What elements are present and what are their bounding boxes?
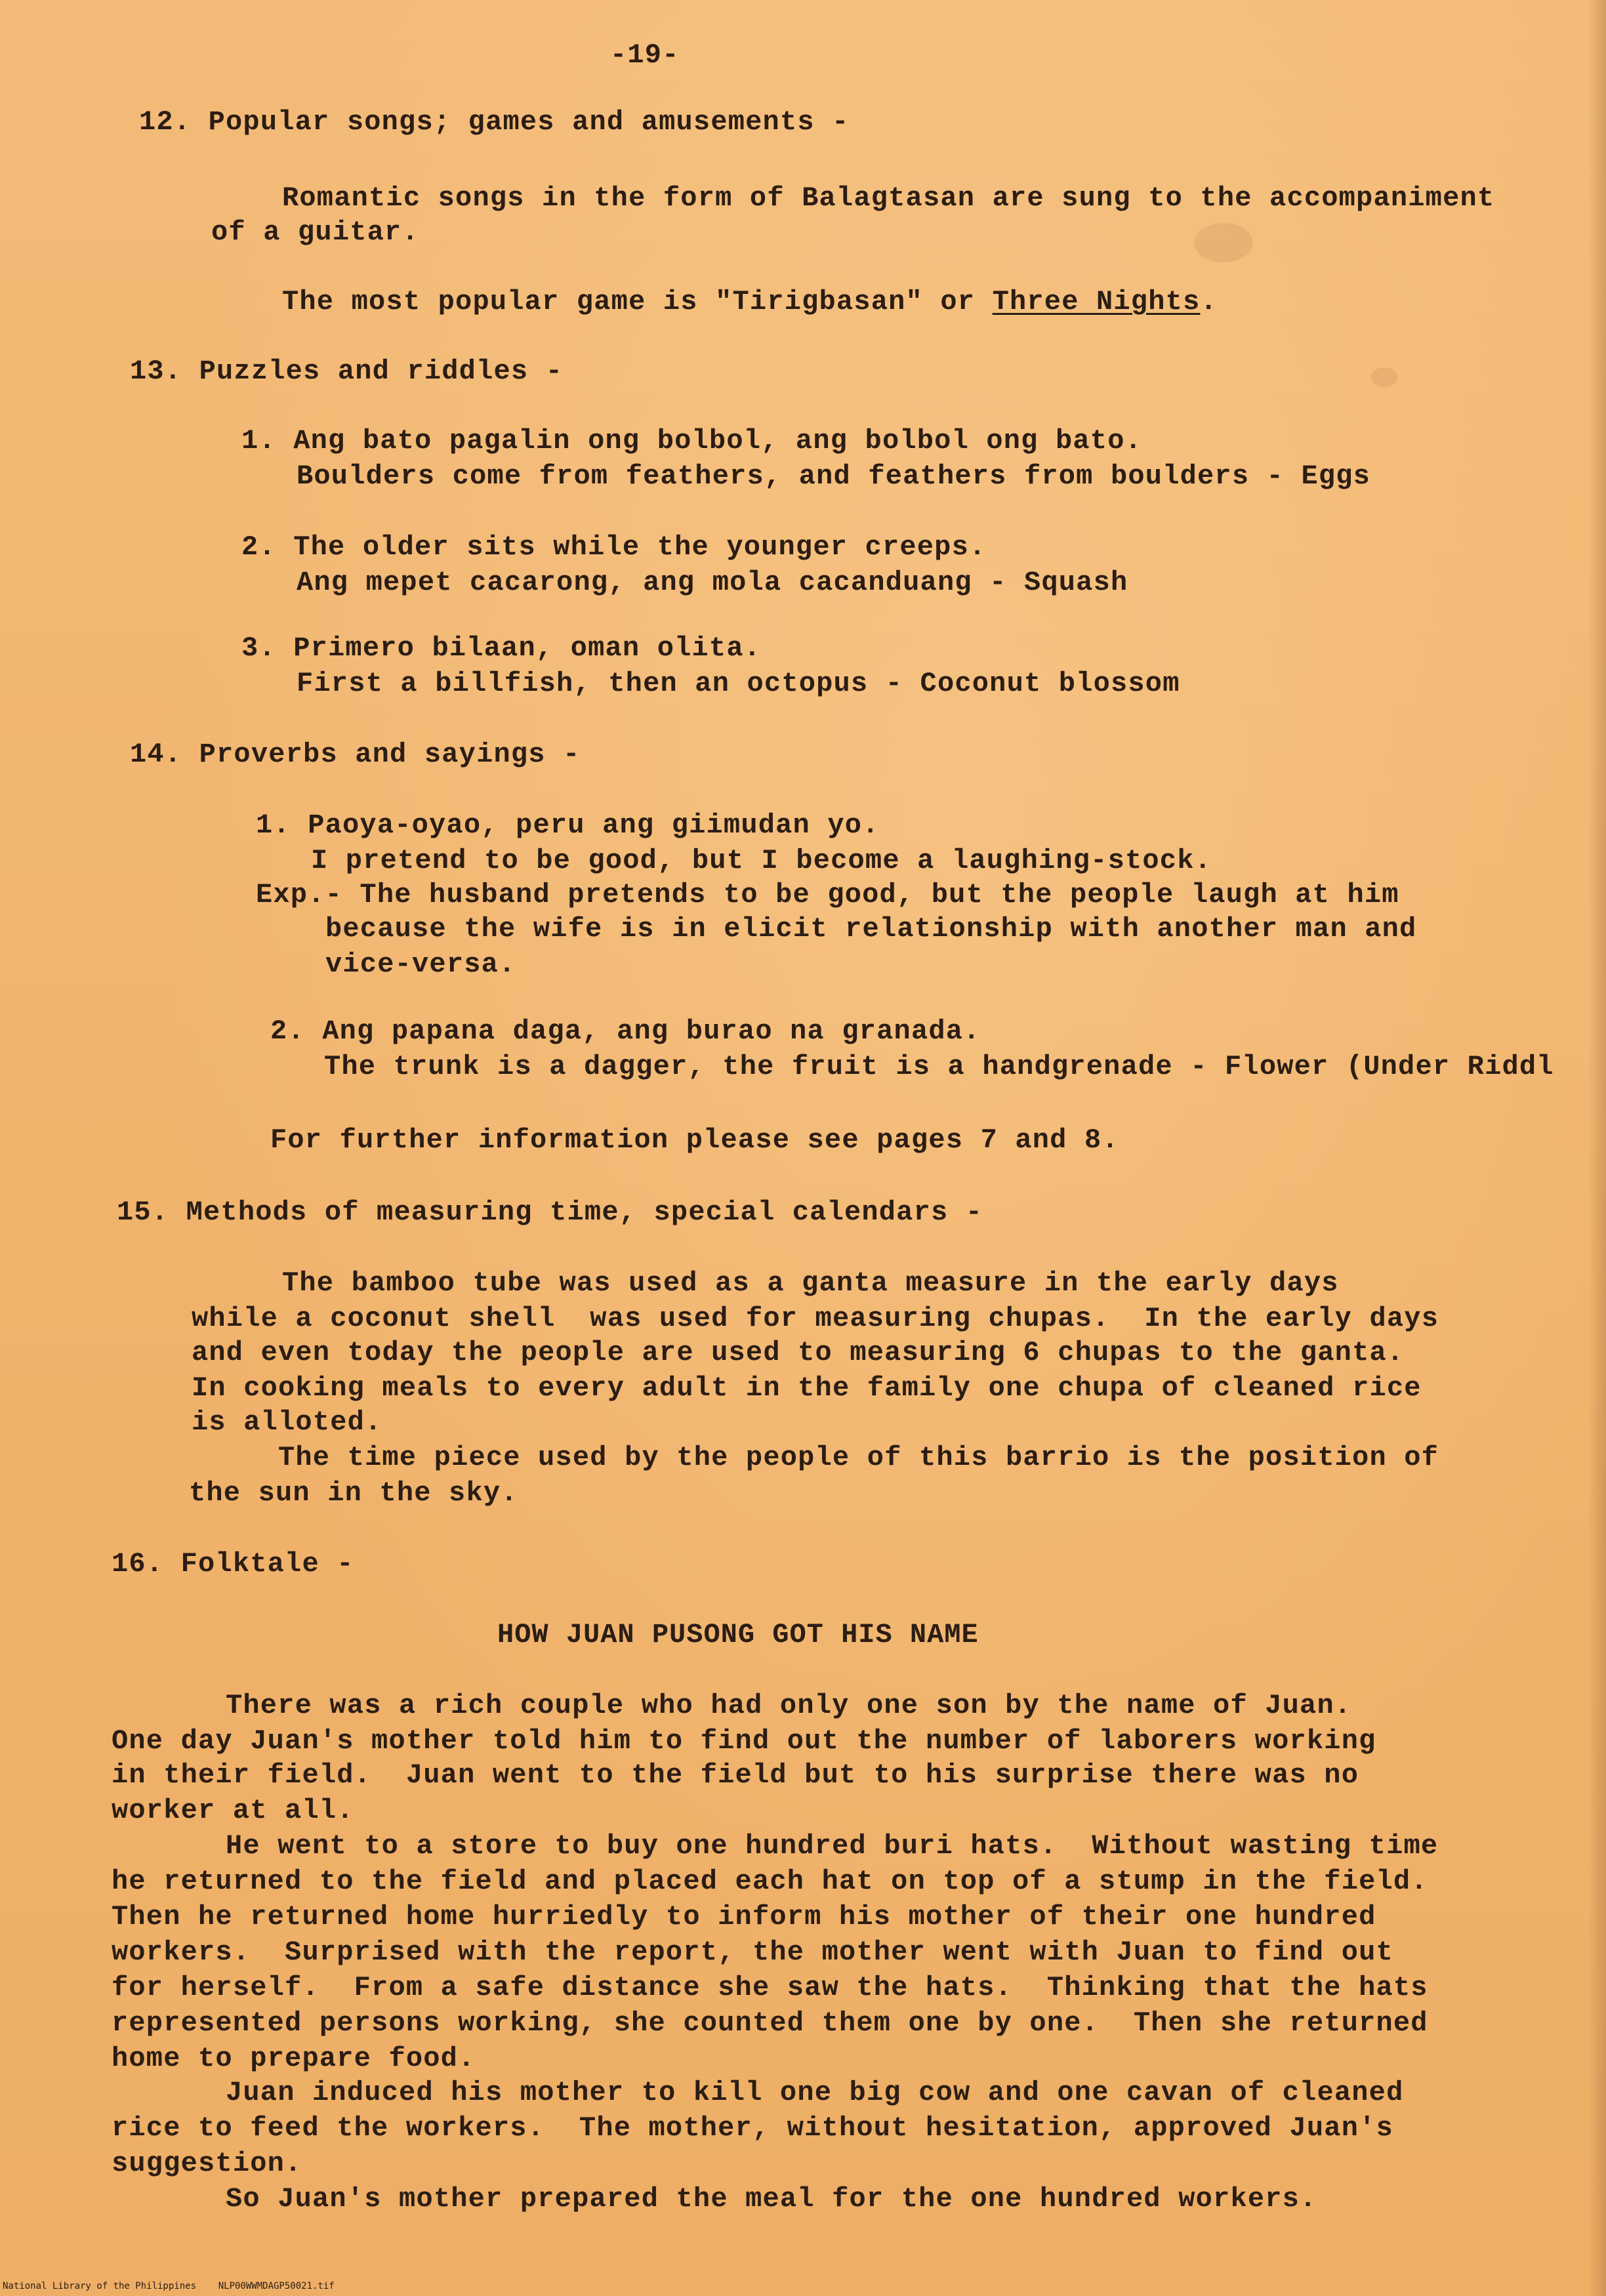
section-16-heading: 16. Folktale - xyxy=(112,1548,354,1580)
story-line: So Juan's mother prepared the meal for the one hundred workers. xyxy=(226,2183,1317,2215)
section-12-game-line xyxy=(282,285,1218,319)
story-line: rice to feed the workers. The mother, without hesitation, approved Juan's xyxy=(112,2112,1393,2144)
story-title: HOW JUAN PUSONG GOT HIS NAME xyxy=(497,1619,979,1650)
paper-edge-shadow xyxy=(1588,0,1606,2296)
story-line: worker at all. xyxy=(112,1795,354,1826)
proverb-1-explanation: because the wife is in elicit relationship with another man and xyxy=(325,913,1417,945)
section-15-line: the sun in the sky. xyxy=(189,1477,518,1509)
section-15-line: and even today the people are used to measuring 6 chupas to the ganta. xyxy=(192,1337,1405,1368)
section-12-paragraph-line: Romantic songs in the form of Balagtasan are sung to the accompaniment xyxy=(282,182,1495,214)
proverb-1-explanation: vice-versa. xyxy=(325,949,516,980)
section-12-paragraph-line: of a guitar. xyxy=(211,216,419,248)
proverb-1-line: 1. Paoya-oyao, peru ang giimudan yo. xyxy=(256,810,880,841)
proverb-2-line: 2. Ang papana daga, ang burao na granada. xyxy=(270,1015,981,1047)
section-15-line: is alloted. xyxy=(192,1406,382,1438)
story-line: Then he returned home hurriedly to inform his mother of their one hundred xyxy=(112,1901,1376,1933)
game-text: The most popular game is "Tirigbasan" or xyxy=(282,286,993,318)
story-line: One day Juan's mother told him to find out the number of laborers working xyxy=(112,1725,1376,1757)
page-number: -19- xyxy=(610,39,680,71)
proverb-1-translation: I pretend to be good, but I become a laughing-stock. xyxy=(311,845,1212,876)
story-line: He went to a store to buy one hundred buri hats. Without wasting time xyxy=(226,1830,1439,1862)
paper-stain xyxy=(1194,223,1253,262)
game-text-end: . xyxy=(1200,286,1218,318)
story-line: There was a rich couple who had only one son by the name of Juan. xyxy=(226,1690,1352,1721)
section-15-line: In cooking meals to every adult in the family one chupa of cleaned rice xyxy=(192,1372,1422,1404)
story-line: home to prepare food. xyxy=(112,2043,476,2074)
section-15-line: while a coconut shell was used for measuring chupas. In the early days xyxy=(192,1303,1439,1334)
story-line: he returned to the field and placed each hat on top of a stump in the field. xyxy=(112,1866,1428,1897)
proverb-2-translation: The trunk is a dagger, the fruit is a handgrenade - Flower (Under Riddl xyxy=(324,1051,1554,1082)
story-line: Juan induced his mother to kill one big cow and one cavan of cleaned xyxy=(226,2077,1404,2108)
section-13-heading: 13. Puzzles and riddles - xyxy=(130,356,564,387)
section-15-line: The time piece used by the people of this barrio is the position of xyxy=(278,1442,1439,1473)
further-information-note: For further information please see pages 7 and 8. xyxy=(270,1124,1119,1156)
section-15-heading: 15. Methods of measuring time, special calendars - xyxy=(117,1197,983,1228)
story-line: in their field. Juan went to the field but to his surprise there was no xyxy=(112,1759,1359,1791)
story-line: suggestion. xyxy=(112,2148,302,2179)
paper-stain xyxy=(1371,367,1397,387)
riddle-2-line: 2. The older sits while the younger creeps. xyxy=(241,531,987,563)
story-line: represented persons working, she counted them one by one. Then she returned xyxy=(112,2007,1428,2039)
riddle-3-line: 3. Primero bilaan, oman olita. xyxy=(241,632,762,664)
story-line: for herself. From a safe distance she saw the hats. Thinking that the hats xyxy=(112,1972,1428,2003)
riddle-3-translation: First a billfish, then an octopus - Coconut blossom xyxy=(297,668,1180,699)
proverb-1-explanation: Exp.- The husband pretends to be good, but the people laugh at him xyxy=(256,879,1399,911)
section-14-heading: 14. Proverbs and sayings - xyxy=(130,739,581,770)
game-underlined-name: Three Nights xyxy=(992,286,1201,318)
story-line: workers. Surprised with the report, the mother went with Juan to find out xyxy=(112,1937,1393,1968)
riddle-1-translation: Boulders come from feathers, and feathers from boulders - Eggs xyxy=(297,461,1371,492)
archive-footer: National Library of the Philippines NLP00WWMDAGP50021.tif xyxy=(3,2281,335,2291)
section-12-heading: 12. Popular songs; games and amusements - xyxy=(139,106,850,138)
section-15-line: The bamboo tube was used as a ganta measure in the early days xyxy=(282,1267,1339,1299)
riddle-1-line: 1. Ang bato pagalin ong bolbol, ang bolbol ong bato. xyxy=(241,425,1143,457)
riddle-2-translation: Ang mepet cacarong, ang mola cacanduang - Squash xyxy=(297,567,1128,598)
